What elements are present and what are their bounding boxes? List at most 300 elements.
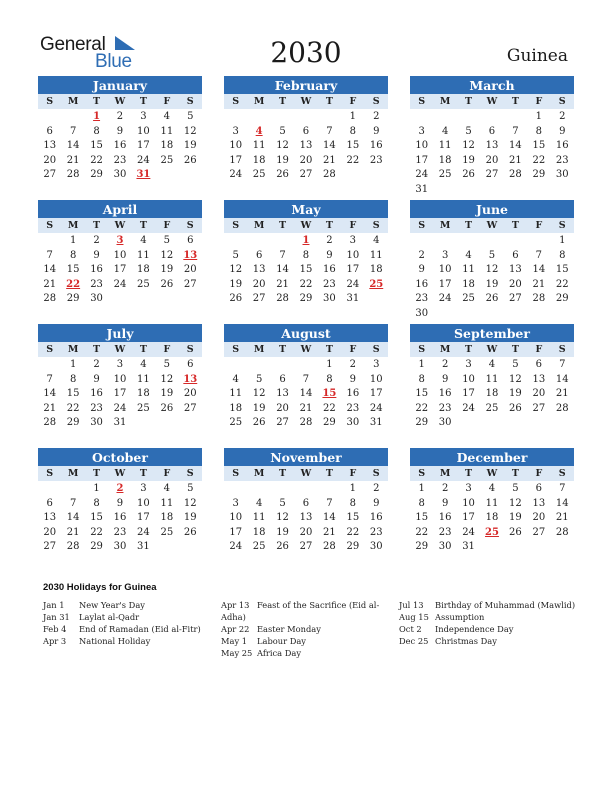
day-cell: 18: [160, 512, 174, 524]
empty-cell: [247, 109, 270, 124]
logo-general-text: General: [40, 34, 106, 55]
holiday-name: End of Ramadan (Eid al-Fitr): [79, 624, 201, 634]
day-cell: 6: [535, 359, 543, 370]
day-cell: 23: [555, 154, 569, 166]
day-cell: 15: [90, 140, 103, 152]
day-cell: 1: [349, 111, 357, 122]
holiday-date: Jul 13: [399, 600, 424, 610]
day-cell: 9: [116, 497, 124, 509]
day-cell: 16: [90, 264, 103, 276]
day-cell: 2: [441, 483, 449, 494]
day-cell: 30: [346, 417, 360, 429]
day-cell: 11: [160, 125, 174, 137]
empty-cell: [224, 357, 247, 372]
weekday-label: S: [372, 220, 380, 231]
day-cell: 20: [485, 154, 499, 166]
day-cell: 26: [183, 526, 197, 538]
day-cell: 17: [415, 154, 429, 166]
month-title: May: [224, 200, 388, 218]
day-cell: 18: [137, 264, 150, 276]
day-cell: 25: [160, 526, 174, 538]
country-name: Guinea: [506, 46, 568, 66]
day-cell: 2: [441, 359, 449, 370]
day-cell: 5: [512, 483, 519, 494]
holiday-name: Birthday of Muhammad (Mawlid): [435, 600, 576, 610]
day-cell: 24: [415, 169, 429, 181]
day-cell: 13: [43, 140, 57, 152]
day-cell: 3: [349, 235, 357, 246]
weekday-label: S: [558, 344, 566, 355]
day-grid: [38, 481, 202, 554]
day-cell: 25: [462, 293, 475, 305]
day-cell: 6: [512, 249, 519, 261]
day-cell: 12: [509, 497, 522, 509]
day-cell: 20: [509, 278, 522, 290]
weekday-label: T: [139, 468, 147, 479]
day-cell: 3: [232, 125, 239, 137]
day-cell: 19: [485, 278, 499, 290]
weekday-label: F: [535, 468, 543, 479]
day-cell: 13: [485, 140, 499, 152]
day-cell: 10: [137, 497, 150, 509]
day-cell: 26: [183, 154, 197, 166]
day-cell: 17: [137, 512, 150, 524]
weekday-label: T: [325, 96, 333, 107]
day-cell: 12: [252, 388, 266, 400]
empty-cell: [527, 233, 550, 248]
holiday-name: Easter Monday: [257, 624, 321, 634]
weekday-label: S: [46, 344, 54, 355]
day-cell: 22: [532, 154, 546, 166]
day-cell: 16: [415, 278, 429, 290]
day-cell: 12: [485, 264, 499, 276]
day-cell: 29: [90, 169, 103, 181]
day-cell: 20: [276, 402, 289, 414]
weekday-label: W: [114, 96, 126, 107]
day-cell: 16: [438, 388, 452, 400]
day-cell: 7: [326, 497, 333, 509]
day-cell: 28: [66, 169, 80, 181]
day-cell: 3: [465, 483, 472, 494]
day-cell: 19: [160, 388, 174, 400]
day-cell: 10: [229, 512, 243, 524]
empty-cell: [457, 233, 480, 248]
weekday-label: S: [418, 344, 426, 355]
month-title: October: [38, 448, 202, 466]
weekday-label: T: [465, 344, 473, 355]
day-cell: 25: [252, 169, 266, 181]
weekday-label: T: [465, 468, 473, 479]
day-cell: 9: [326, 249, 333, 261]
day-cell: 12: [276, 512, 289, 524]
holiday-day-cell: 4: [255, 125, 263, 137]
day-cell: 2: [349, 359, 357, 370]
day-cell: 30: [90, 417, 103, 429]
weekday-label: S: [186, 344, 194, 355]
day-cell: 23: [438, 526, 452, 538]
day-cell: 8: [326, 373, 333, 385]
day-cell: 14: [323, 140, 336, 152]
day-cell: 23: [113, 154, 127, 166]
day-cell: 1: [349, 483, 357, 494]
month-october: [38, 448, 202, 554]
day-grid: [410, 233, 574, 321]
day-cell: 15: [415, 388, 429, 400]
weekday-label: M: [439, 468, 451, 479]
day-cell: 20: [43, 526, 57, 538]
day-cell: 30: [555, 169, 569, 181]
day-cell: 8: [69, 373, 77, 385]
day-cell: 1: [559, 235, 566, 246]
weekday-label: S: [558, 468, 566, 479]
day-cell: 20: [183, 388, 197, 400]
day-cell: 28: [509, 169, 522, 181]
day-cell: 9: [373, 125, 380, 137]
day-cell: 3: [116, 359, 124, 370]
holiday-day-cell: 31: [136, 169, 151, 181]
day-cell: 27: [183, 402, 197, 414]
day-cell: 19: [276, 526, 289, 538]
weekday-label: S: [558, 96, 566, 107]
day-cell: 9: [559, 125, 566, 137]
day-grid: [410, 481, 574, 554]
holiday-day-cell: 25: [485, 526, 499, 538]
day-cell: 27: [43, 541, 57, 553]
holiday-date: May 1: [221, 636, 248, 646]
day-cell: 6: [302, 497, 310, 509]
holiday-day-cell: 1: [93, 111, 101, 122]
day-cell: 18: [485, 512, 499, 524]
day-cell: 4: [488, 359, 496, 370]
empty-cell: [410, 233, 433, 248]
day-cell: 26: [252, 417, 266, 429]
day-cell: 26: [509, 402, 522, 414]
empty-cell: [224, 109, 247, 124]
day-cell: 17: [438, 278, 452, 290]
weekday-header: [38, 466, 202, 481]
day-cell: 15: [555, 264, 569, 276]
month-february: [224, 76, 388, 182]
day-cell: 28: [323, 541, 336, 553]
holiday-day-cell: 13: [183, 373, 198, 385]
day-cell: 17: [369, 388, 383, 400]
day-cell: 14: [299, 388, 313, 400]
day-cell: 22: [346, 154, 360, 166]
day-cell: 14: [276, 264, 289, 276]
day-cell: 23: [369, 526, 383, 538]
day-cell: 14: [509, 140, 522, 152]
weekday-label: T: [139, 220, 147, 231]
weekday-label: W: [486, 96, 498, 107]
day-cell: 30: [415, 307, 429, 319]
empty-cell: [410, 109, 433, 124]
month-november: [224, 448, 388, 554]
empty-cell: [318, 481, 341, 496]
weekday-label: F: [535, 96, 543, 107]
day-cell: 1: [535, 111, 543, 122]
weekday-label: F: [163, 96, 171, 107]
month-title: December: [410, 448, 574, 466]
holiday-name: Assumption: [435, 612, 485, 622]
holiday-row: [399, 635, 579, 647]
day-cell: 14: [43, 264, 57, 276]
day-cell: 25: [438, 169, 452, 181]
day-cell: 22: [299, 278, 313, 290]
day-cell: 16: [438, 512, 452, 524]
weekday-label: W: [486, 220, 498, 231]
weekday-label: F: [349, 344, 357, 355]
weekday-label: T: [511, 344, 519, 355]
day-cell: 8: [69, 249, 77, 261]
weekday-label: F: [349, 468, 357, 479]
day-cell: 5: [488, 249, 496, 261]
weekday-label: M: [67, 468, 79, 479]
day-cell: 9: [93, 249, 100, 261]
day-cell: 4: [441, 125, 449, 137]
day-cell: 26: [276, 541, 289, 553]
day-cell: 24: [137, 526, 150, 538]
day-grid: [410, 109, 574, 197]
day-cell: 10: [113, 249, 127, 261]
day-cell: 16: [323, 264, 336, 276]
day-cell: 26: [485, 293, 499, 305]
weekday-label: T: [511, 96, 519, 107]
empty-cell: [38, 233, 61, 248]
holiday-name: New Year's Day: [79, 600, 145, 610]
day-cell: 29: [299, 293, 313, 305]
day-cell: 2: [559, 111, 566, 122]
day-cell: 1: [93, 483, 100, 494]
day-cell: 21: [43, 278, 57, 290]
day-cell: 13: [299, 512, 313, 524]
day-cell: 4: [140, 359, 147, 370]
day-cell: 16: [555, 140, 569, 152]
weekday-label: T: [511, 220, 519, 231]
day-cell: 27: [276, 417, 289, 429]
day-cell: 6: [46, 125, 53, 137]
day-cell: 18: [160, 140, 174, 152]
day-cell: 24: [113, 402, 127, 414]
day-cell: 8: [418, 373, 425, 385]
day-cell: 20: [299, 154, 313, 166]
holiday-date: Dec 25: [399, 636, 429, 646]
weekday-label: S: [418, 220, 426, 231]
day-cell: 8: [535, 125, 543, 137]
weekday-label: F: [349, 220, 357, 231]
weekday-label: T: [465, 220, 473, 231]
day-cell: 29: [415, 541, 429, 553]
month-title: January: [38, 76, 202, 94]
day-cell: 29: [555, 293, 569, 305]
day-cell: 26: [509, 526, 522, 538]
day-cell: 5: [187, 111, 194, 122]
weekday-label: S: [558, 220, 566, 231]
holidays-title: 2030 Holidays for Guinea: [43, 582, 157, 593]
day-cell: 8: [418, 497, 425, 509]
day-cell: 8: [349, 497, 357, 509]
day-cell: 23: [90, 278, 103, 290]
day-cell: 19: [229, 278, 243, 290]
day-cell: 11: [485, 373, 499, 385]
day-cell: 5: [465, 125, 472, 137]
weekday-label: T: [325, 344, 333, 355]
day-cell: 5: [512, 359, 519, 370]
holiday-date: Apr 13: [221, 600, 250, 610]
weekday-header: [224, 466, 388, 481]
month-may: [224, 200, 388, 306]
day-cell: 12: [509, 373, 522, 385]
day-cell: 20: [183, 264, 197, 276]
day-cell: 29: [346, 541, 360, 553]
day-cell: 24: [229, 169, 243, 181]
day-cell: 7: [69, 497, 77, 509]
month-july: [38, 324, 202, 430]
day-grid: [38, 109, 202, 182]
empty-cell: [61, 109, 84, 124]
day-cell: 21: [509, 154, 522, 166]
weekday-header: [224, 94, 388, 109]
weekday-header: [410, 342, 574, 357]
day-cell: 14: [43, 388, 57, 400]
day-cell: 6: [535, 483, 543, 494]
holiday-name: Africa Day: [257, 648, 302, 658]
day-cell: 13: [252, 264, 266, 276]
day-grid: [224, 109, 388, 182]
month-title: June: [410, 200, 574, 218]
day-cell: 13: [532, 497, 546, 509]
day-cell: 28: [43, 417, 57, 429]
day-cell: 6: [46, 497, 53, 509]
day-cell: 18: [252, 154, 266, 166]
day-cell: 6: [187, 359, 194, 370]
day-cell: 3: [465, 359, 472, 370]
holiday-day-cell: 2: [116, 483, 124, 494]
day-cell: 4: [140, 235, 147, 246]
weekday-header: [410, 466, 574, 481]
day-cell: 30: [113, 541, 127, 553]
day-cell: 22: [90, 526, 103, 538]
day-cell: 19: [252, 402, 266, 414]
empty-cell: [294, 109, 317, 124]
holiday-date: Adha): [221, 612, 246, 622]
day-cell: 21: [276, 278, 289, 290]
day-cell: 18: [137, 388, 150, 400]
day-cell: 10: [346, 249, 360, 261]
day-cell: 27: [485, 169, 499, 181]
empty-cell: [504, 233, 527, 248]
day-cell: 2: [93, 235, 100, 246]
day-cell: 10: [369, 373, 383, 385]
day-cell: 8: [302, 249, 310, 261]
day-grid: [224, 357, 388, 430]
holiday-day-cell: 25: [369, 278, 384, 290]
day-cell: 25: [229, 417, 243, 429]
weekday-label: S: [46, 220, 54, 231]
day-cell: 10: [113, 373, 127, 385]
day-cell: 15: [66, 264, 80, 276]
weekday-label: W: [300, 220, 312, 231]
day-cell: 7: [46, 249, 53, 261]
holiday-row: [221, 611, 391, 623]
day-cell: 29: [90, 541, 103, 553]
day-cell: 17: [229, 154, 243, 166]
weekday-label: T: [279, 220, 287, 231]
weekday-label: T: [93, 344, 101, 355]
month-september: [410, 324, 574, 430]
weekday-header: [38, 218, 202, 233]
month-title: September: [410, 324, 574, 342]
month-january: [38, 76, 202, 182]
holiday-row: [43, 599, 213, 611]
day-cell: 7: [302, 373, 310, 385]
day-cell: 30: [90, 293, 103, 305]
day-cell: 27: [299, 169, 313, 181]
weekday-label: T: [279, 344, 287, 355]
day-cell: 22: [415, 526, 429, 538]
holiday-name: Independence Day: [435, 624, 514, 634]
holiday-column-3: [399, 599, 579, 647]
weekday-label: W: [300, 96, 312, 107]
day-cell: 14: [555, 497, 569, 509]
day-cell: 23: [323, 278, 336, 290]
day-cell: 4: [488, 483, 496, 494]
day-cell: 23: [90, 402, 103, 414]
day-cell: 18: [438, 154, 452, 166]
day-cell: 24: [346, 278, 360, 290]
month-title: April: [38, 200, 202, 218]
day-cell: 21: [43, 402, 57, 414]
month-june: [410, 200, 574, 321]
day-cell: 31: [369, 417, 383, 429]
day-cell: 2: [93, 359, 100, 370]
holiday-row: [221, 599, 391, 611]
day-cell: 28: [532, 293, 546, 305]
day-cell: 10: [415, 140, 429, 152]
day-cell: 11: [369, 249, 383, 261]
holiday-name: National Holiday: [79, 636, 151, 646]
empty-cell: [38, 357, 61, 372]
day-cell: 21: [323, 154, 336, 166]
day-cell: 1: [69, 235, 77, 246]
day-cell: 12: [462, 140, 475, 152]
weekday-label: W: [114, 220, 126, 231]
day-cell: 11: [137, 373, 150, 385]
day-cell: 24: [229, 541, 243, 553]
day-cell: 2: [373, 483, 380, 494]
holiday-name: Feast of the Sacrifice (Eid al-: [257, 600, 380, 610]
day-cell: 26: [462, 169, 475, 181]
day-grid: [224, 233, 388, 306]
holiday-row: [43, 635, 213, 647]
empty-cell: [294, 357, 317, 372]
weekday-label: S: [186, 96, 194, 107]
day-cell: 13: [509, 264, 522, 276]
day-cell: 13: [276, 388, 289, 400]
day-cell: 4: [232, 373, 239, 385]
day-cell: 21: [299, 402, 313, 414]
day-cell: 4: [465, 249, 472, 261]
day-cell: 23: [346, 402, 360, 414]
day-cell: 18: [229, 402, 243, 414]
holiday-date: Apr 3: [43, 636, 67, 646]
empty-cell: [271, 357, 294, 372]
holiday-row: [43, 611, 213, 623]
weekday-label: M: [253, 468, 265, 479]
month-title: July: [38, 324, 202, 342]
day-cell: 18: [462, 278, 475, 290]
holiday-name: Labour Day: [257, 636, 306, 646]
day-cell: 22: [346, 526, 360, 538]
